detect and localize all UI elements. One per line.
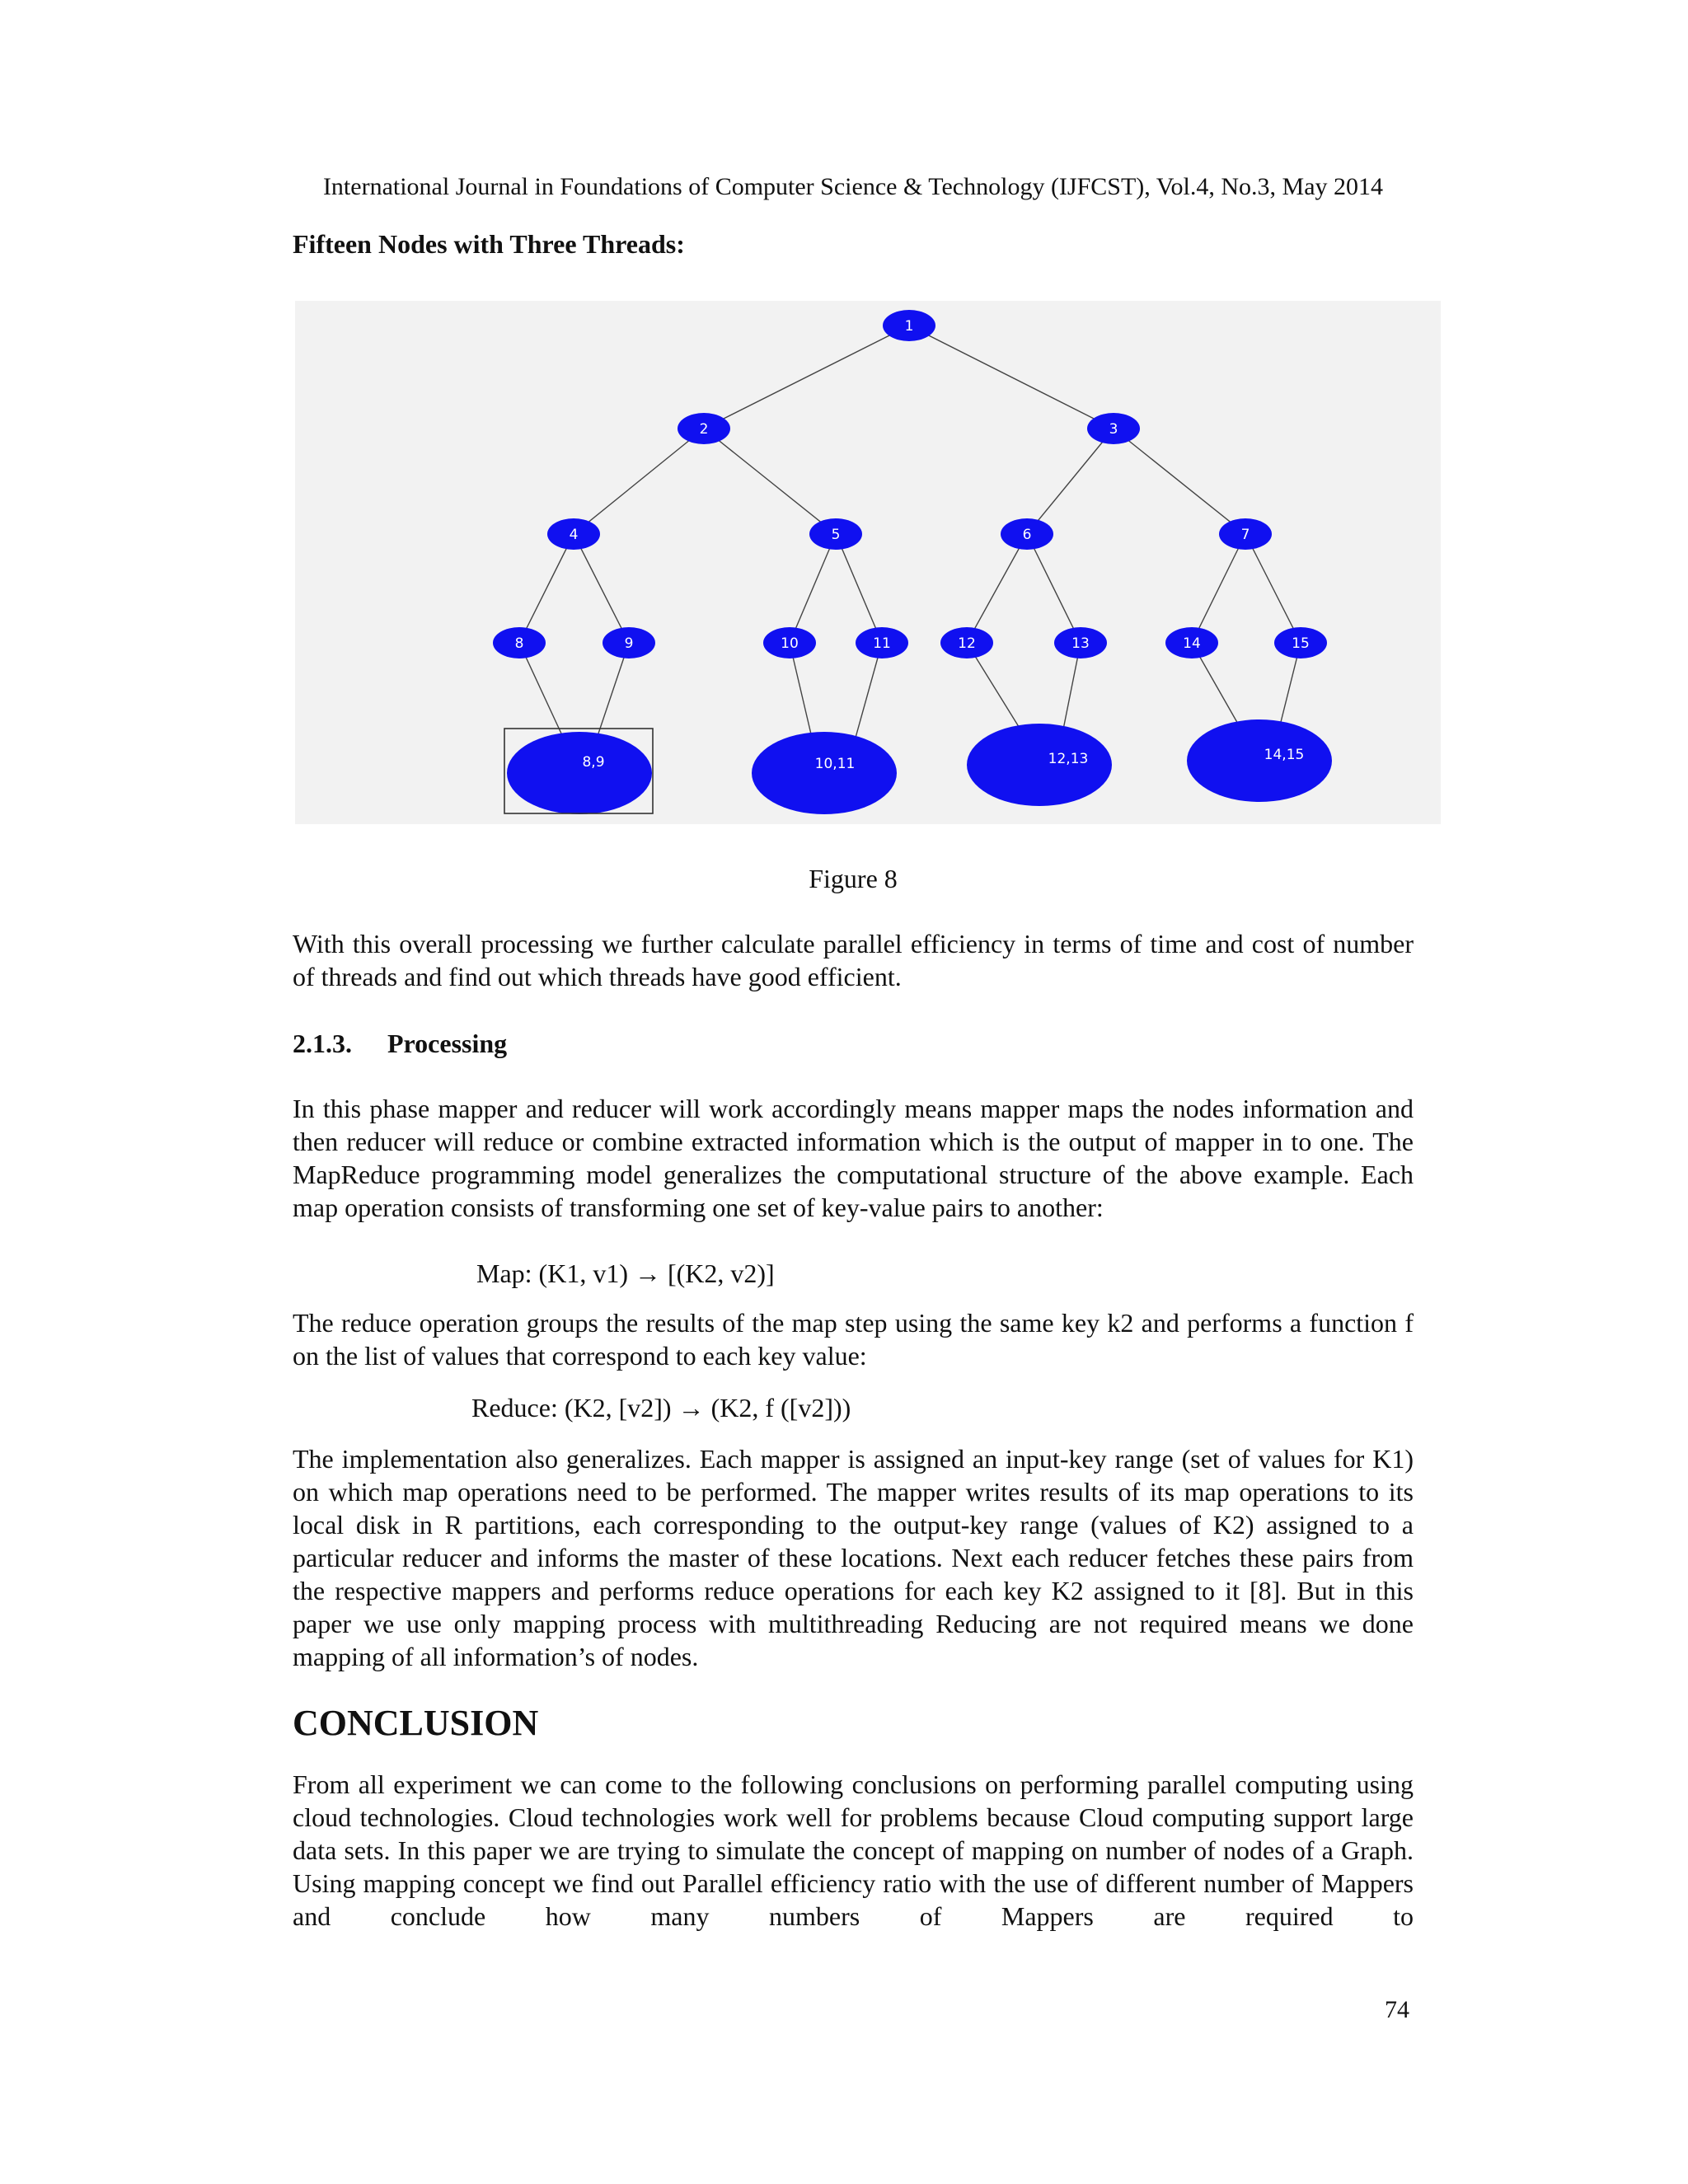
node-label: 9 <box>624 635 634 652</box>
figure-caption: Figure 8 <box>809 864 898 893</box>
node-label: 14 <box>1183 635 1201 652</box>
merged-node-12-13 <box>967 724 1112 806</box>
running-header: International Journal in Foundations of Computer Science & Technology (IJFCST), Vol.4, No.3, May 2014 <box>322 173 1384 200</box>
node-label: 7 <box>1240 527 1250 543</box>
implementation-paragraph: The implementation also generalizes. Each mapper is assigned an input-key range (set of values for K1) on which map operations need to be performed. The mapper writes results of its map operations to its local disk in R partitions, each corresponding to the output-key range (values of K2) assigned to a particular reducer and informs the master of these locations. Next each reducer fetches these pairs from the respective mappers and performs reduce operations for each key K2 assigned to it [8]. But in this paper we use only mapping process with multithreading Reducing are not required means we done mapping of all information’s of nodes. <box>293 1444 1414 1671</box>
merged-label: 12,13 <box>1048 751 1089 767</box>
edge-1-3 <box>909 326 1114 429</box>
edge-3-6 <box>1027 429 1114 534</box>
edge-5-10 <box>790 534 836 643</box>
section-title: Processing <box>387 1029 508 1058</box>
edge-6-13 <box>1027 534 1081 643</box>
tree-edges <box>519 326 1301 738</box>
conclusion-paragraph: From all experiment we can come to the following conclusions on performing parallel computing using cloud technologies. Cloud technologies work well for problems because Cloud computing support large data sets. In this paper we are trying to simulate the concept of mapping on number of nodes of a Graph. Using mapping concept we find out Parallel efficiency ratio with the use of different number of Mappers and conclude how many numbers of Mappers are required to <box>293 1769 1414 1931</box>
tree-figure <box>295 301 1441 824</box>
edge-4-9 <box>574 534 629 643</box>
tree-labels <box>515 318 1310 772</box>
edge-7-15 <box>1245 534 1301 643</box>
node-label: 8 <box>514 635 524 652</box>
edge-2-5 <box>704 429 836 534</box>
edge-1-2 <box>704 326 909 429</box>
merged-node-10-11 <box>752 732 897 814</box>
node-label: 1 <box>904 318 914 335</box>
tree-nodes <box>493 310 1332 814</box>
figure-heading: Fifteen Nodes with Three Threads: <box>293 229 685 259</box>
section-number: 2.1.3. <box>293 1029 352 1058</box>
section-heading <box>293 1029 507 1059</box>
map-formula: Map: (K1, v1) → [(K2, v2)] <box>476 1258 775 1288</box>
merged-node-14-15 <box>1187 719 1332 802</box>
node-label: 12 <box>958 635 976 652</box>
edge-4-8 <box>519 534 574 643</box>
edge-5-11 <box>836 534 882 643</box>
intro-paragraph: With this overall processing we further calculate parallel efficiency in terms of time and cost of number of threads and find out which threads have good efficient. <box>293 929 1414 991</box>
node-label: 5 <box>831 527 841 543</box>
node-label: 3 <box>1109 421 1118 438</box>
node-label: 11 <box>873 635 891 652</box>
merged-label: 8,9 <box>582 754 605 771</box>
reduce-paragraph: The reduce operation groups the results of the map step using the same key k2 and performs a function f on the list of values that correspond to each key value: <box>293 1308 1414 1371</box>
edge-6-12 <box>967 534 1027 643</box>
merged-label: 14,15 <box>1264 747 1305 763</box>
processing-paragraph: In this phase mapper and reducer will work accordingly means mapper maps the nodes information and then reducer will reduce or combine extracted information which is the output of mapper in to one. The MapReduce programming model generalizes the computational structure of the above example. Each map operation consists of transforming one set of key-value pairs to another: <box>293 1094 1414 1222</box>
node-label: 15 <box>1292 635 1310 652</box>
edge-7-14 <box>1192 534 1245 643</box>
merged-label: 10,11 <box>814 756 856 772</box>
node-label: 6 <box>1022 527 1032 543</box>
node-label: 13 <box>1071 635 1090 652</box>
node-label: 2 <box>699 421 709 438</box>
reduce-formula: Reduce: (K2, [v2]) → (K2, f ([v2])) <box>471 1393 851 1422</box>
merged-node-8-9 <box>507 732 652 814</box>
conclusion-heading: CONCLUSION <box>293 1703 539 1743</box>
edge-3-7 <box>1114 429 1245 534</box>
node-label: 10 <box>781 635 799 652</box>
page-number: 74 <box>1385 1996 1409 2023</box>
tree-diagram <box>295 301 1441 824</box>
node-label: 4 <box>569 527 579 543</box>
edge-2-4 <box>574 429 704 534</box>
